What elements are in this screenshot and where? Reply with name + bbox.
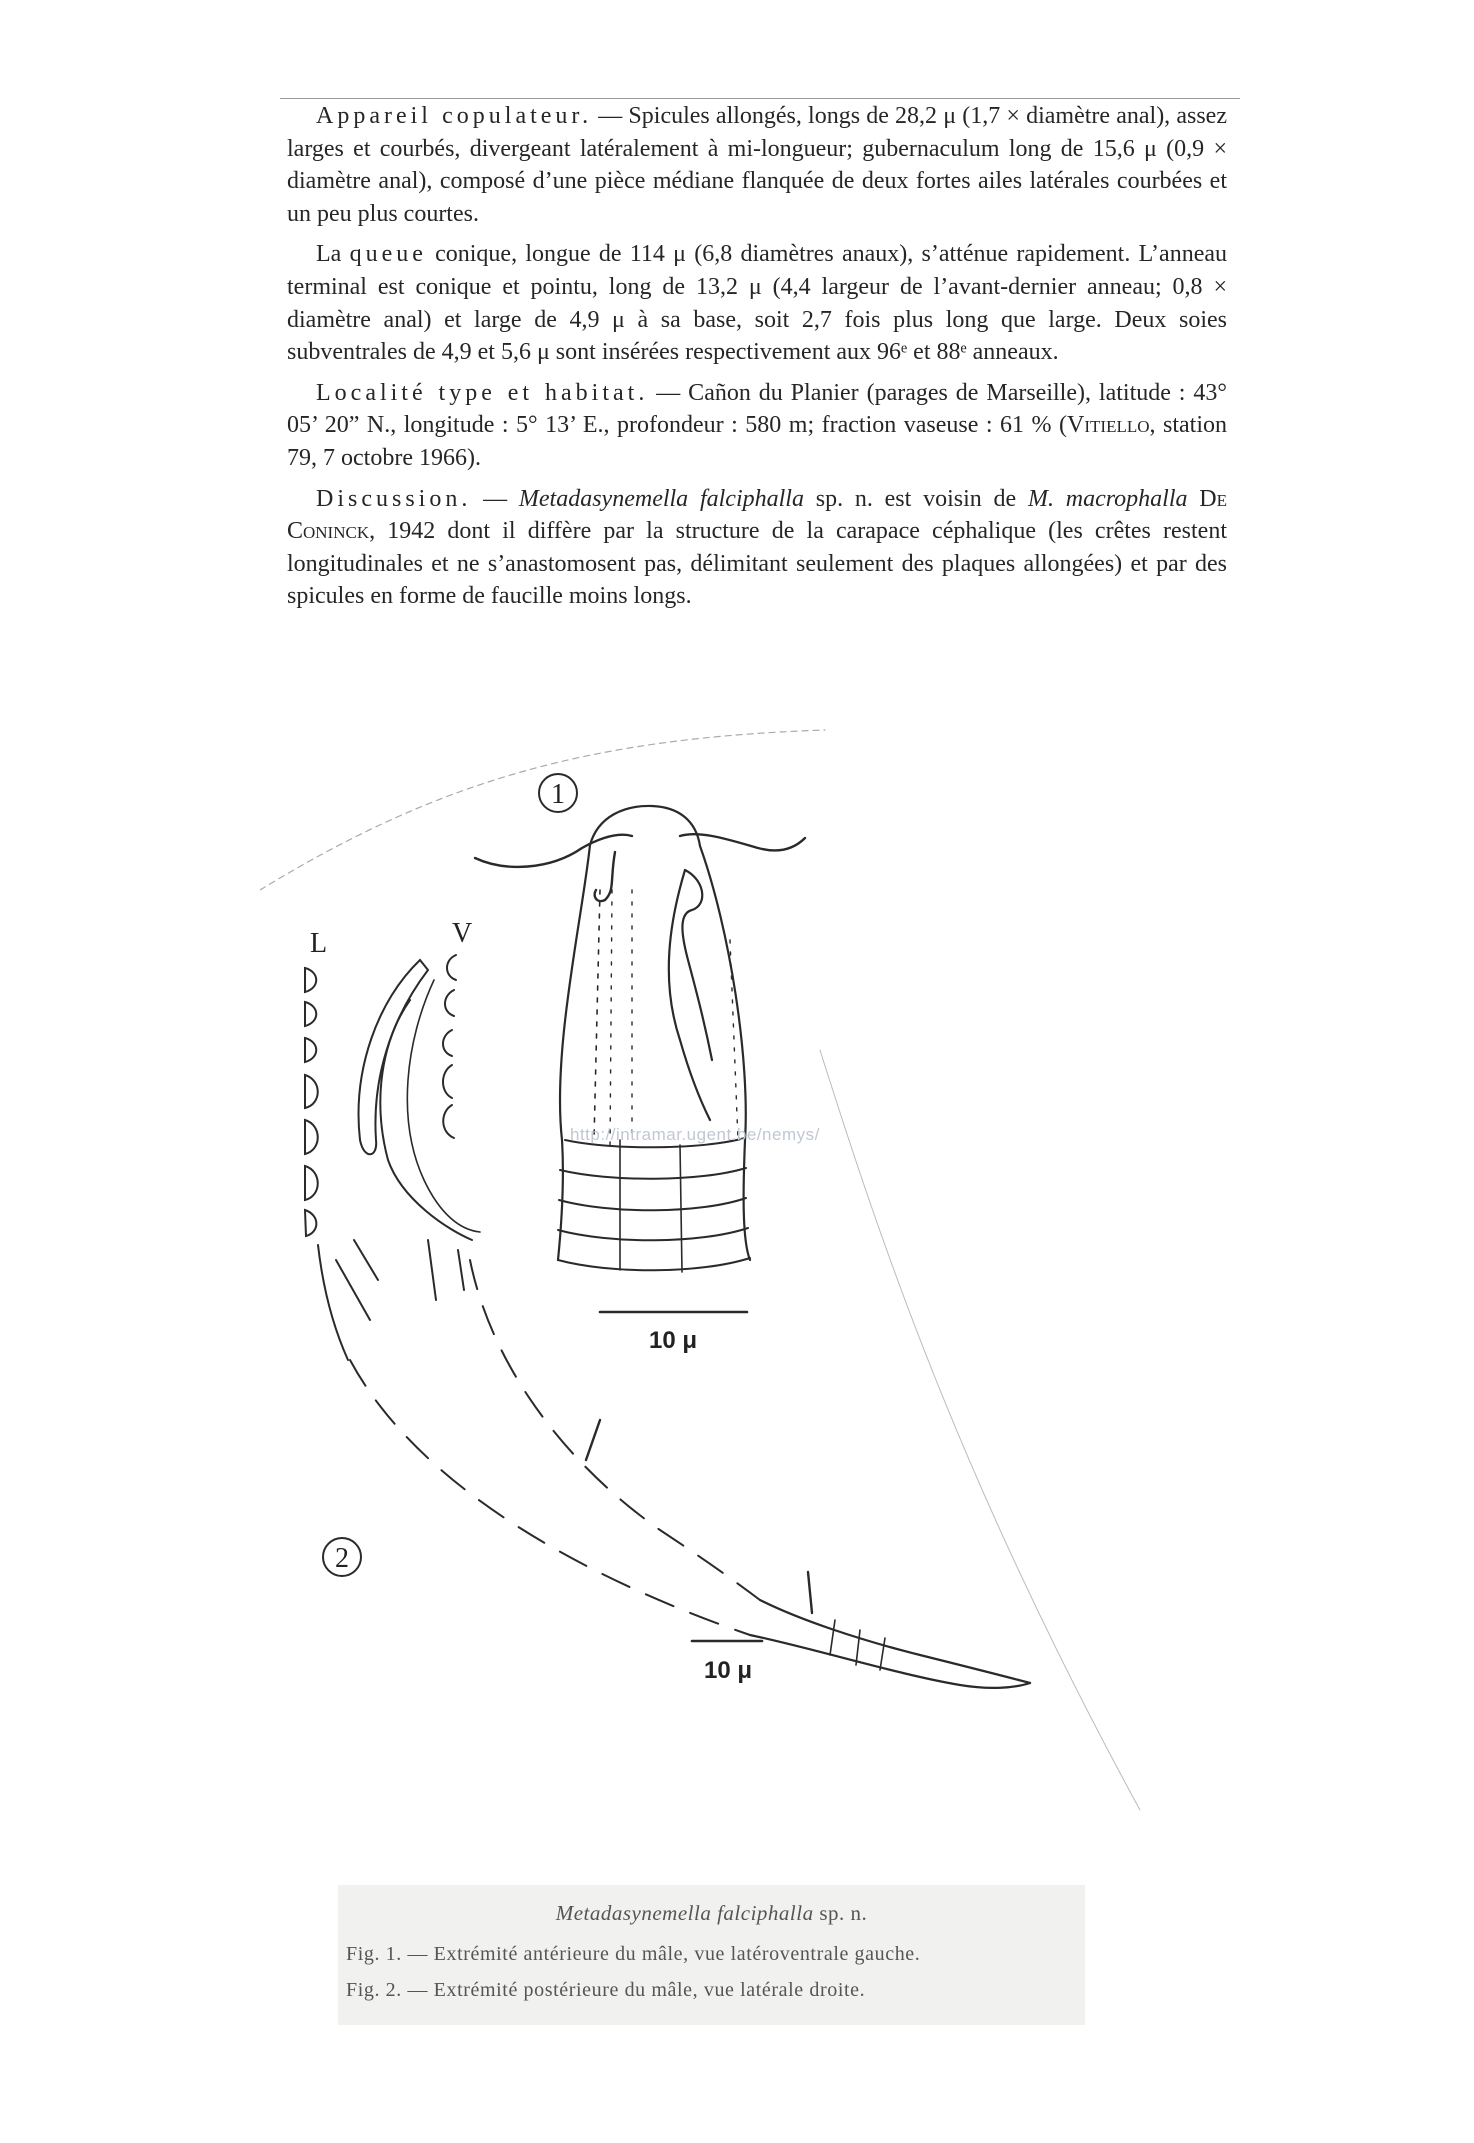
figure-caption [338,1885,1085,2025]
scale-label-2: 10 μ [703,1657,753,1684]
nematode-illustration [260,720,1160,1820]
cephalic-capsule-top [590,806,700,846]
scale-label-1: 10 μ [648,1327,698,1354]
spicule-1 [359,960,428,1154]
figure-1-anterior [475,774,805,1354]
heading-appareil: Appareil copulateur. [316,103,593,129]
text-localite-b: , station 79, 7 octobre 1966). [287,412,1227,471]
amphid-loop-inner [682,870,712,1060]
letter-l: L [310,928,328,959]
guide-line-right [820,1050,1140,1810]
author-deconinck: De Coninck [287,485,1228,545]
annule-4 [558,1228,748,1240]
seta-subventral-2 [808,1572,812,1613]
annule-3 [559,1198,746,1210]
text-discussion-dash: — [471,485,519,512]
fig1-number: 1 [551,779,565,810]
tail-body-left [318,1245,348,1360]
top-rule [280,98,1240,99]
cuticle-line-2 [610,890,612,1150]
caption-fig1: Fig. 1. — Extrémité antérieure du mâle, vue latéroventrale gauche. [346,1943,921,1965]
caption-species [338,1901,1085,1926]
heading-localite: Localité type et habitat. [316,379,649,406]
fig2-number: 2 [335,1543,349,1574]
body-text [287,100,1227,621]
tail-annules-right [428,1240,464,1300]
ventral-annules [305,968,318,1236]
text-queue: conique, longue de 114 μ (6,8 diamètres anaux), s’atténue rapidement. L’anneau terminal est conique et pointu, long de 13,2 μ (4,4 largeur de l’avant-dernier anneau; 0,8 × diamètre anal) et large de 4,9 μ à sa base, soit 2,7 fois plus long que large. Deux soies subventrales de 4,9 et 5,6 μ sont insérées respectivement aux 96ᵉ et 88ᵉ anneaux. [287,241,1227,366]
caption-fig2: Fig. 2. — Extrémité postérieure du mâle, vue latérale droite. [346,1979,866,2001]
paragraph-queue [287,238,1227,368]
paragraph-discussion [287,483,1227,613]
head-outline-right [700,846,750,1260]
annule-2 [560,1168,746,1179]
heading-discussion: Discussion. [316,485,472,512]
tail-annules [336,1240,378,1320]
seta-left [475,835,632,867]
text-discussion-b: , 1942 dont il diffère par la structure de la carapace céphalique (les crêtes restent longitudinales et ne s’anastomosent pas, délimitant seulement des plaques allongées) et par des spicules en forme de faucille moins longs. [287,518,1227,610]
heading-queue: queue [349,241,427,268]
letter-v: V [452,918,473,949]
species-name-2: M. macrophalla [1027,485,1188,512]
paragraph-localite [287,377,1227,475]
amphid-loop-outer [669,870,710,1120]
text-discussion-a: sp. n. est voisin de [803,485,1028,512]
annule-5 [558,1258,750,1270]
text-appareil: — Spicules allongés, longs de 28,2 μ (1,7 × diamètre anal), assez larges et courbés, divergeant latéralement à mi-longueur; gubernaculum long de 15,6 μ (0,9 × diamètre anal), composé d’une pièce médiane flanquée de deux fortes ailes latérales courbées et un peu plus courtes. [287,103,1227,227]
gubernaculum [407,980,480,1232]
text-queue-lead: La [316,241,350,268]
caption-species-name: Metadasynemella falciphalla [555,1901,814,1925]
terminal-cone-bottom [750,1635,1030,1688]
seta-subventral-1 [586,1420,600,1460]
amphid-hook [595,852,615,901]
pharynx-walls [620,1140,682,1272]
head-outline-left [558,845,590,1260]
tail-outline-ventral [350,1360,750,1635]
caption-species-suffix: sp. n. [813,1901,868,1925]
figure-2-posterior [305,918,1030,1688]
text-localite-a: — Cañon du Planier (parages de Marseille), latitude : 43° 05’ 20” N., longitude : 5° 13’ E., profondeur : 580 m; fraction vaseuse : 61 % ( [287,379,1227,439]
paragraph-appareil [287,100,1227,230]
dorsal-annules [443,955,456,1138]
spicule-2 [380,1000,472,1240]
author-vitiello: Vitiello [1067,412,1150,439]
watermark: http://intramar.ugent.be/nemys/ [570,1125,820,1144]
cuticle-line-1 [594,890,600,1140]
species-name: Metadasynemella falciphalla [518,485,804,512]
guide-line-top [260,730,825,890]
figure-drawing [260,720,1160,1820]
